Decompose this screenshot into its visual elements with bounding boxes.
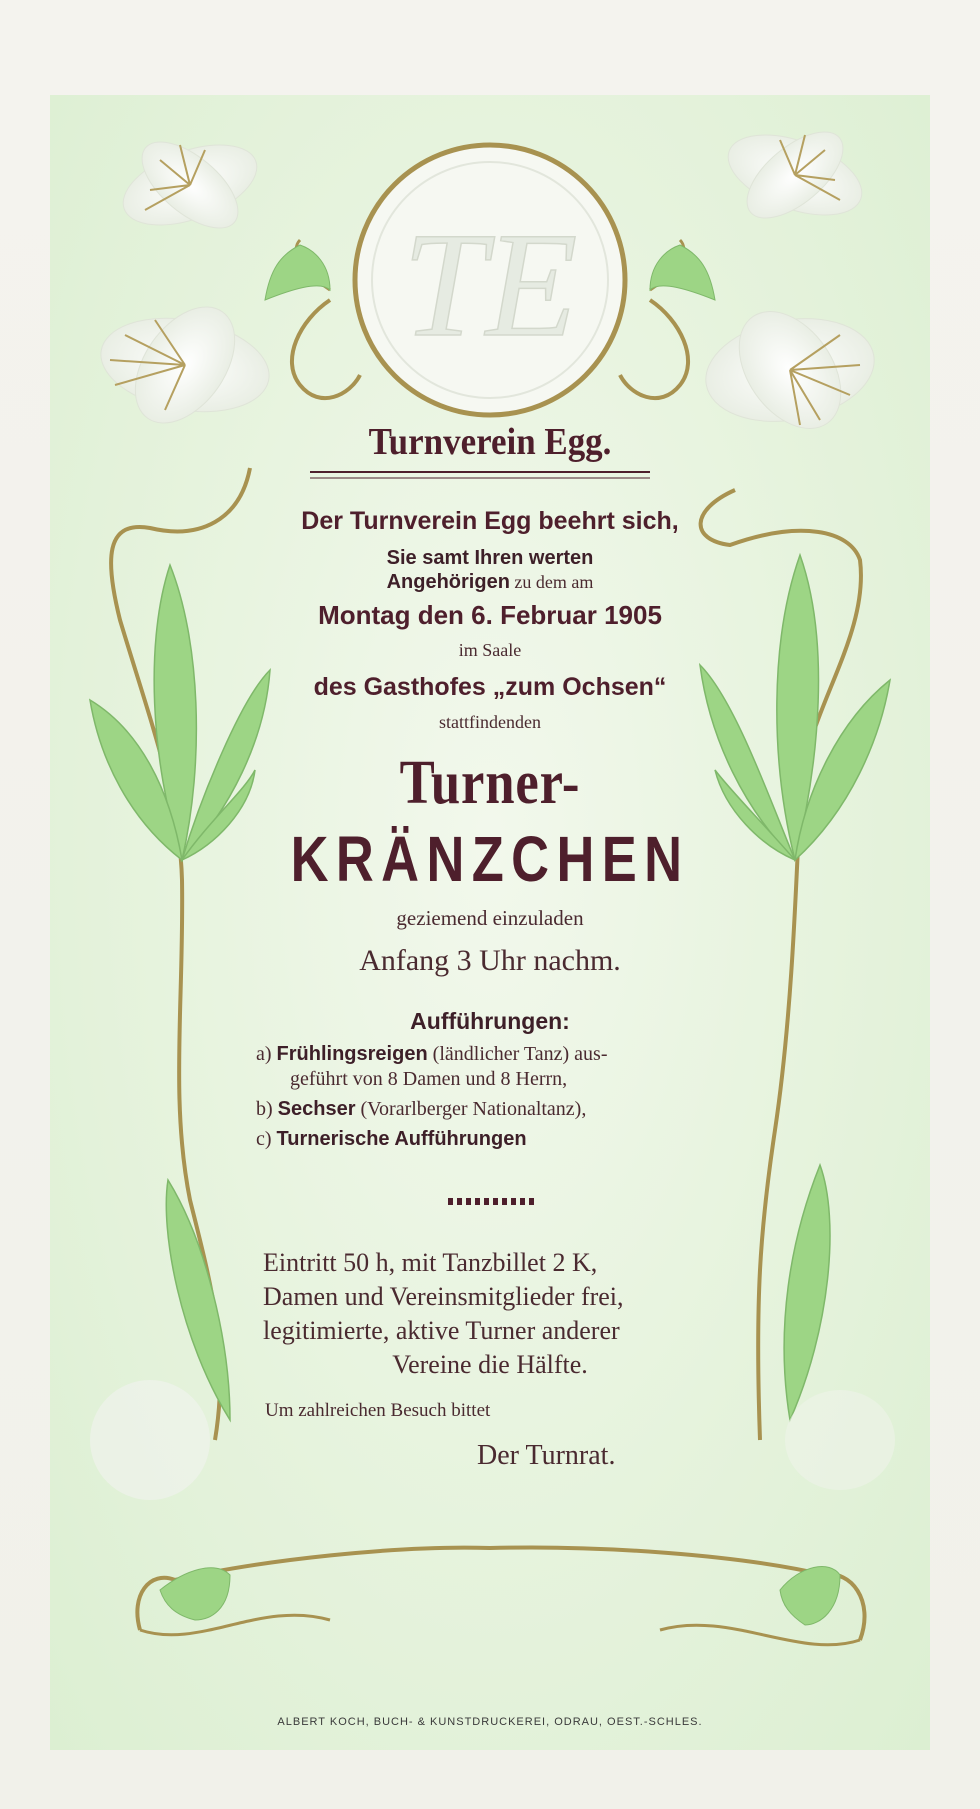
performance-c bbox=[256, 1128, 527, 1151]
performances-heading: Aufführungen: bbox=[410, 1008, 570, 1034]
performance-a-continuation: geführt von 8 Damen und 8 Herrn, bbox=[290, 1068, 568, 1090]
bottom-arch bbox=[137, 1547, 864, 1640]
intro-line-1 bbox=[0, 507, 980, 536]
performance-c-marker: c) bbox=[256, 1128, 272, 1150]
venue-post: stattfindenden bbox=[439, 712, 541, 732]
top-right-curl bbox=[620, 300, 688, 398]
start-time: Anfang 3 Uhr nachm. bbox=[359, 944, 621, 977]
performance-a-desc: (ländlicher Tanz) aus- bbox=[427, 1043, 608, 1065]
intro-line-3-rest: zu dem am bbox=[509, 572, 594, 592]
event-title-line-2: KRÄNZCHEN bbox=[290, 823, 690, 895]
intro-line-3 bbox=[0, 571, 980, 594]
monogram: TE bbox=[402, 202, 578, 368]
intro-line-2: Sie samt Ihren werten bbox=[386, 547, 594, 569]
top-left-curl bbox=[292, 300, 360, 398]
bud-bottom-left bbox=[160, 1568, 230, 1620]
lily-top-left bbox=[113, 126, 268, 243]
admission-line-4: Vereine die Hälfte. bbox=[392, 1350, 588, 1379]
intro-line-1-text: Der Turnverein Egg beehrt sich, bbox=[301, 507, 679, 535]
admission-line-1: Eintritt 50 h, mit Tanzbillet 2 K, bbox=[263, 1248, 598, 1277]
performance-c-title: Turnerische Aufführungen bbox=[276, 1128, 527, 1150]
performance-a-marker: a) bbox=[256, 1043, 272, 1065]
performance-b-desc: (Vorarlberger Nationaltanz), bbox=[355, 1098, 587, 1120]
invite-text: geziemend einzuladen bbox=[396, 906, 584, 930]
signature: Der Turnrat. bbox=[477, 1440, 616, 1471]
lily-bottom-right bbox=[785, 1390, 895, 1490]
bud-top-right bbox=[650, 245, 715, 300]
venue-name: des Gasthofes „zum Ochsen“ bbox=[313, 673, 667, 701]
lily-top-right bbox=[718, 116, 873, 233]
lily-mid-left bbox=[93, 289, 276, 441]
lily-bottom-left bbox=[90, 1380, 210, 1500]
club-title: Turnverein Egg. bbox=[368, 421, 612, 463]
event-date: Montag den 6. Februar 1905 bbox=[318, 600, 662, 630]
performance-b-title: Sechser bbox=[277, 1098, 356, 1120]
bud-top-left bbox=[265, 245, 330, 300]
admission-line-2: Damen und Vereinsmitglieder frei, bbox=[263, 1282, 624, 1311]
venue-pre: im Saale bbox=[458, 640, 522, 660]
performance-a-title: Frühlingsreigen bbox=[276, 1043, 428, 1065]
closing-text: Um zahlreichen Besuch bittet bbox=[265, 1400, 491, 1421]
printer-credit: ALBERT KOCH, BUCH- & KUNSTDRUCKEREI, ODRAU, OEST.-SCHLES. bbox=[277, 1716, 703, 1728]
bud-bottom-right bbox=[780, 1567, 840, 1625]
intro-relatives: Angehörigen bbox=[386, 571, 510, 593]
performance-b bbox=[256, 1098, 586, 1121]
event-title-line-1: Turner- bbox=[399, 749, 581, 817]
admission-line-3: legitimierte, aktive Turner anderer bbox=[263, 1316, 620, 1345]
dash-ornament bbox=[448, 1198, 534, 1205]
performance-a bbox=[256, 1043, 608, 1066]
performance-b-marker: b) bbox=[256, 1098, 273, 1120]
